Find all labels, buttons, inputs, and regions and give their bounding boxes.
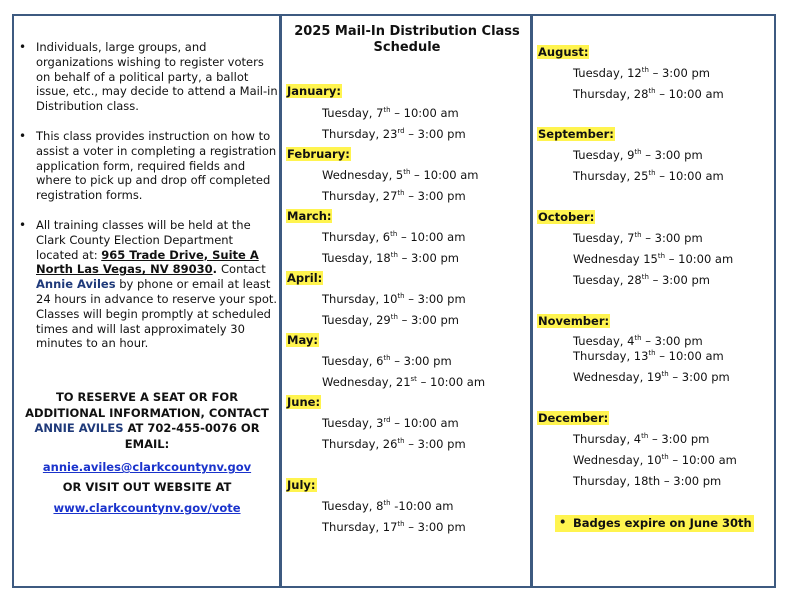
session-date: Tuesday, 9 bbox=[573, 148, 635, 162]
contact-name: Annie Aviles bbox=[36, 277, 116, 292]
info-bullets bbox=[16, 40, 278, 366]
session-time: – 3:00 pm bbox=[404, 437, 466, 451]
session-time: – 10:00 am bbox=[390, 416, 459, 430]
month-heading-february: February: bbox=[287, 147, 350, 161]
class-session bbox=[573, 87, 724, 101]
session-date: Thursday, 17 bbox=[322, 520, 398, 534]
month-heading-january: January: bbox=[287, 84, 341, 98]
column-divider-right bbox=[530, 14, 533, 588]
class-session bbox=[322, 437, 466, 451]
class-session bbox=[573, 474, 721, 488]
session-time: – 3:00 pm bbox=[404, 292, 466, 306]
ordinal-suffix: th bbox=[648, 87, 656, 96]
month-heading-september: September: bbox=[538, 127, 614, 141]
ordinal-suffix: th bbox=[397, 292, 405, 301]
ordinal-suffix: rd bbox=[397, 127, 405, 136]
session-time: – 3:00 pm bbox=[397, 313, 459, 327]
session-date: Thursday, 6 bbox=[322, 230, 391, 244]
class-session bbox=[573, 453, 737, 467]
session-date: Wednesday, 21 bbox=[322, 375, 411, 389]
session-time: – 3:00 pm bbox=[668, 370, 730, 384]
class-session bbox=[322, 168, 479, 182]
ordinal-suffix: th bbox=[390, 313, 398, 322]
class-session bbox=[573, 66, 710, 80]
schedule-title: 2025 Mail-In Distribution Class Schedule bbox=[294, 24, 520, 55]
session-date: Wednesday, 19 bbox=[573, 370, 662, 384]
ordinal-suffix: th bbox=[648, 349, 656, 358]
location-intro: All training classes will be held at the Clark County Election Department located at: bbox=[36, 217, 251, 262]
session-date: Thursday, 28 bbox=[573, 87, 649, 101]
ordinal-suffix: th bbox=[641, 273, 649, 282]
session-time: – 10:00 am bbox=[390, 106, 459, 120]
badge-expiry-note: • Badges expire on June 30th bbox=[555, 515, 754, 532]
location-address: 965 Trade Drive, Suite A North Las Vegas, NV 89030 bbox=[36, 247, 259, 277]
class-session bbox=[573, 231, 703, 245]
session-date: Wednesday, 5 bbox=[322, 168, 404, 182]
address-period: . bbox=[212, 262, 222, 277]
month-heading-october: October: bbox=[538, 210, 595, 224]
session-date: Tuesday, 12 bbox=[573, 66, 642, 80]
session-time: – 10:00 am bbox=[397, 230, 466, 244]
session-time: – 10:00 am bbox=[665, 252, 734, 266]
ordinal-suffix: th bbox=[634, 148, 642, 157]
session-time: – 3:00 pm bbox=[660, 474, 722, 488]
ordinal-suffix: th bbox=[390, 251, 398, 260]
bullet-location bbox=[16, 218, 278, 351]
session-date: Thursday, 25 bbox=[573, 169, 649, 183]
session-time: – 3:00 pm bbox=[404, 127, 466, 141]
class-session bbox=[573, 370, 730, 384]
ordinal-suffix: th bbox=[641, 66, 649, 75]
month-heading-november: November: bbox=[538, 314, 610, 328]
reserve-heading bbox=[16, 390, 278, 452]
session-date: Tuesday, 6 bbox=[322, 354, 384, 368]
session-date: Thursday, 4 bbox=[573, 432, 642, 446]
reserve-contact-block bbox=[16, 390, 278, 517]
session-date: Tuesday, 3 bbox=[322, 416, 384, 430]
class-session bbox=[573, 334, 703, 348]
ordinal-suffix: th bbox=[661, 370, 669, 379]
class-session bbox=[322, 292, 466, 306]
class-session bbox=[573, 169, 724, 183]
session-date: Tuesday, 18 bbox=[322, 251, 391, 265]
column-divider-left bbox=[279, 14, 282, 588]
session-time: – 3:00 pm bbox=[641, 231, 703, 245]
class-session bbox=[322, 230, 465, 244]
ordinal-suffix: rd bbox=[383, 416, 391, 425]
session-time: – 3:00 pm bbox=[397, 251, 459, 265]
ordinal-suffix: th bbox=[634, 231, 642, 240]
website-prompt: OR VISIT OUT WEBSITE AT bbox=[62, 479, 232, 494]
month-heading-may: May: bbox=[287, 333, 318, 347]
class-session bbox=[322, 189, 466, 203]
ordinal-suffix: th bbox=[383, 354, 391, 363]
reserve-text: TO RESERVE A SEAT OR FOR ADDITIONAL INFORMATION, CONTACT bbox=[25, 390, 269, 420]
session-date: Thursday, 18th bbox=[573, 474, 661, 488]
session-time: – 3:00 pm bbox=[641, 334, 703, 348]
ordinal-suffix: th bbox=[403, 168, 411, 177]
ordinal-suffix: th bbox=[657, 252, 666, 261]
reserve-contact-name: ANNIE AVILES bbox=[34, 421, 124, 435]
class-session bbox=[573, 148, 703, 162]
month-heading-april: April: bbox=[287, 271, 323, 285]
session-time: – 3:00 pm bbox=[648, 66, 710, 80]
session-time: – 10:00 am bbox=[655, 87, 724, 101]
ordinal-suffix: th bbox=[661, 453, 669, 462]
session-time: – 10:00 am bbox=[655, 349, 724, 363]
session-date: Tuesday, 7 bbox=[573, 231, 635, 245]
session-time: – 10:00 am bbox=[416, 375, 486, 389]
reserve-phone-text: AT 702-455-0076 OR EMAIL: bbox=[123, 421, 260, 451]
email-link[interactable]: annie.aviles@clarkcountynv.gov bbox=[42, 460, 252, 474]
session-date: Tuesday, 8 bbox=[322, 499, 384, 513]
month-heading-june: June: bbox=[287, 395, 321, 409]
session-date: Thursday, 10 bbox=[322, 292, 398, 306]
ordinal-suffix: th bbox=[397, 437, 405, 446]
session-time: – 3:00 pm bbox=[648, 273, 710, 287]
month-heading-august: August: bbox=[538, 45, 589, 59]
ordinal-suffix: st bbox=[410, 375, 417, 384]
bullet-who-may-attend: • Individuals, large groups, and organizations wishing to register voters on behalf of a political party, a ballot issue, etc., may decide to attend a Mail-in Distribution class. bbox=[16, 40, 278, 114]
ordinal-suffix: th bbox=[648, 169, 656, 178]
month-heading-december: December: bbox=[538, 411, 609, 425]
class-session bbox=[322, 313, 459, 327]
session-date: Thursday, 23 bbox=[322, 127, 398, 141]
ordinal-suffix: th bbox=[634, 334, 642, 343]
session-time: – 3:00 pm bbox=[404, 189, 466, 203]
website-link[interactable]: www.clarkcountynv.gov/vote bbox=[53, 501, 241, 515]
class-session bbox=[322, 251, 459, 265]
ordinal-suffix: th bbox=[383, 106, 391, 115]
ordinal-suffix: th bbox=[397, 520, 405, 529]
class-session bbox=[573, 349, 724, 363]
session-date: Tuesday, 4 bbox=[573, 334, 635, 348]
session-time: -10:00 am bbox=[390, 499, 454, 513]
location-rest: by phone or email at least 24 hours in advance to reserve your spot. Classes will begin promptly at scheduled times and will last approximately 30 minutes to an hour. bbox=[36, 277, 278, 351]
class-session bbox=[322, 127, 466, 141]
session-time: – 3:00 pm bbox=[404, 520, 466, 534]
session-time: – 10:00 am bbox=[410, 168, 479, 182]
class-session bbox=[322, 520, 466, 534]
session-date: Tuesday, 29 bbox=[322, 313, 391, 327]
class-session bbox=[573, 273, 710, 287]
session-date: Thursday, 26 bbox=[322, 437, 398, 451]
session-time: – 3:00 pm bbox=[641, 148, 703, 162]
session-time: – 10:00 am bbox=[655, 169, 724, 183]
month-heading-march: March: bbox=[287, 209, 332, 223]
ordinal-suffix: th bbox=[390, 230, 398, 239]
session-date: Tuesday, 28 bbox=[573, 273, 642, 287]
class-session bbox=[322, 106, 459, 120]
ordinal-suffix: th bbox=[397, 189, 405, 198]
session-date: Tuesday, 7 bbox=[322, 106, 384, 120]
bullet-class-purpose: • This class provides instruction on how to assist a voter in completing a registration application form, required fields and where to pick up and drop off completed registration forms. bbox=[16, 129, 278, 203]
session-time: – 10:00 am bbox=[668, 453, 737, 467]
month-heading-july: July: bbox=[287, 478, 316, 492]
session-time: – 3:00 pm bbox=[390, 354, 452, 368]
class-session bbox=[322, 354, 452, 368]
class-session bbox=[573, 432, 709, 446]
session-time: – 3:00 pm bbox=[648, 432, 710, 446]
session-date: Thursday, 13 bbox=[573, 349, 649, 363]
ordinal-suffix: th bbox=[383, 499, 391, 508]
class-session bbox=[322, 499, 453, 513]
session-date: Wednesday, 10 bbox=[573, 453, 662, 467]
class-session bbox=[322, 375, 485, 389]
contact-prefix: Contact bbox=[221, 262, 266, 277]
session-date: Wednesday 15 bbox=[573, 252, 658, 266]
ordinal-suffix: th bbox=[641, 432, 649, 441]
class-session bbox=[322, 416, 459, 430]
session-date: Thursday, 27 bbox=[322, 189, 398, 203]
class-session bbox=[573, 252, 733, 266]
